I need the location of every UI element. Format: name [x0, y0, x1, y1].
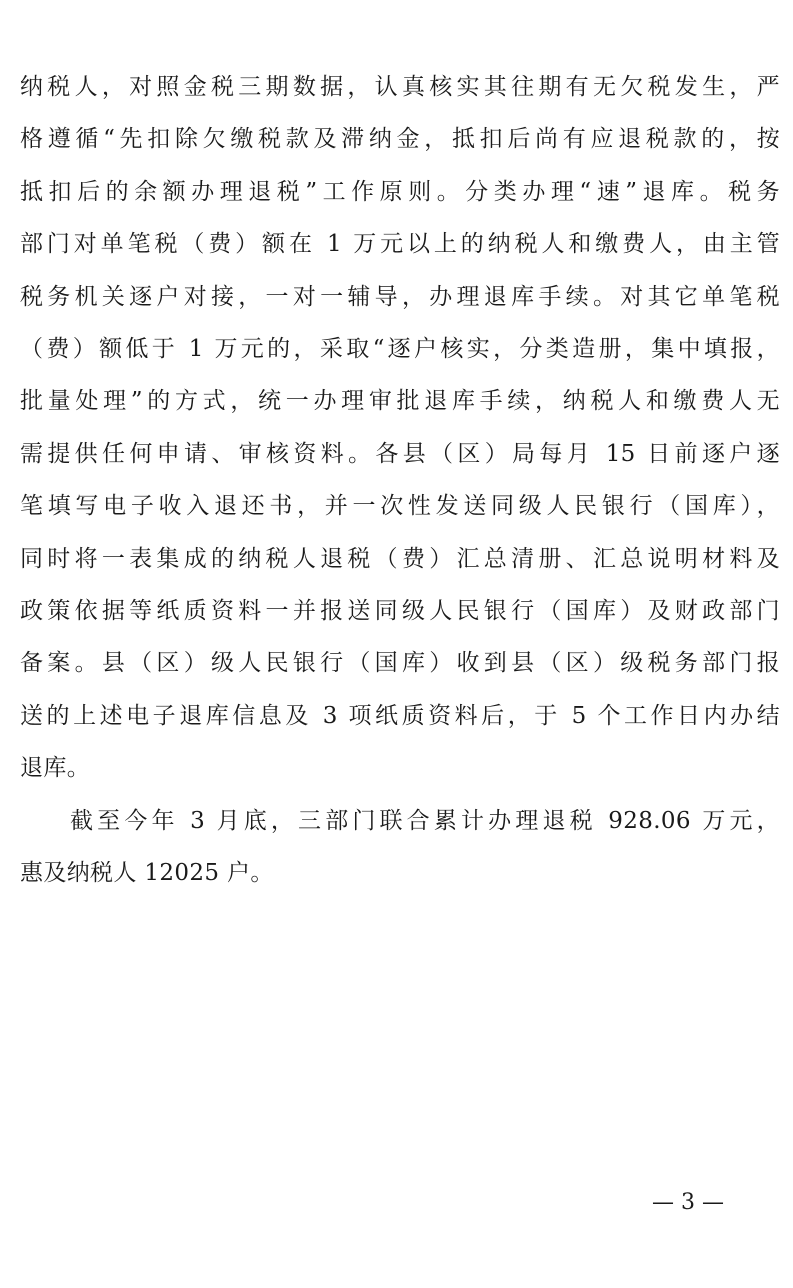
text-line: 纳税人，对照金税三期数据，认真核实其往期有无欠税发生，严: [20, 74, 780, 100]
text-line: 笔填写电子收入退还书，并一次性发送同级人民银行（国库），: [20, 493, 780, 519]
text-line: 备案。县（区）级人民银行（国库）收到县（区）级税务部门报: [20, 650, 780, 676]
text-line: 同时将一表集成的纳税人退税（费）汇总清册、汇总说明材料及: [20, 546, 780, 572]
text-line: 政策依据等纸质资料一并报送同级人民银行（国库）及财政部门: [20, 598, 780, 624]
text-line: 格遵循“先扣除欠缴税款及滞纳金，抵扣后尚有应退税款的，按: [20, 126, 780, 152]
text-line: 惠及纳税人 12025 户。: [20, 860, 274, 886]
page-number: — 3 —: [652, 1190, 724, 1215]
text-line: 税务机关逐户对接，一对一辅导，办理退库手续。对其它单笔税: [20, 284, 780, 310]
text-line: 部门对单笔税（费）额在 1 万元以上的纳税人和缴费人，由主管: [20, 231, 780, 257]
text-line: 退库。: [20, 755, 91, 781]
text-line: 批量处理”的方式，统一办理审批退库手续，纳税人和缴费人无: [20, 388, 780, 414]
text-line: 送的上述电子退库信息及 3 项纸质资料后，于 5 个工作日内办结: [20, 703, 780, 729]
text-line: （费）额低于 1 万元的，采取“逐户核实，分类造册，集中填报，: [20, 336, 780, 362]
text-line: 需提供任何申请、审核资料。各县（区）局每月 15 日前逐户逐: [20, 441, 780, 467]
text-line: 抵扣后的余额办理退税”工作原则。分类办理“速”退库。税务: [20, 179, 780, 205]
text-line: 截至今年 3 月底，三部门联合累计办理退税 928.06 万元，: [70, 808, 780, 834]
